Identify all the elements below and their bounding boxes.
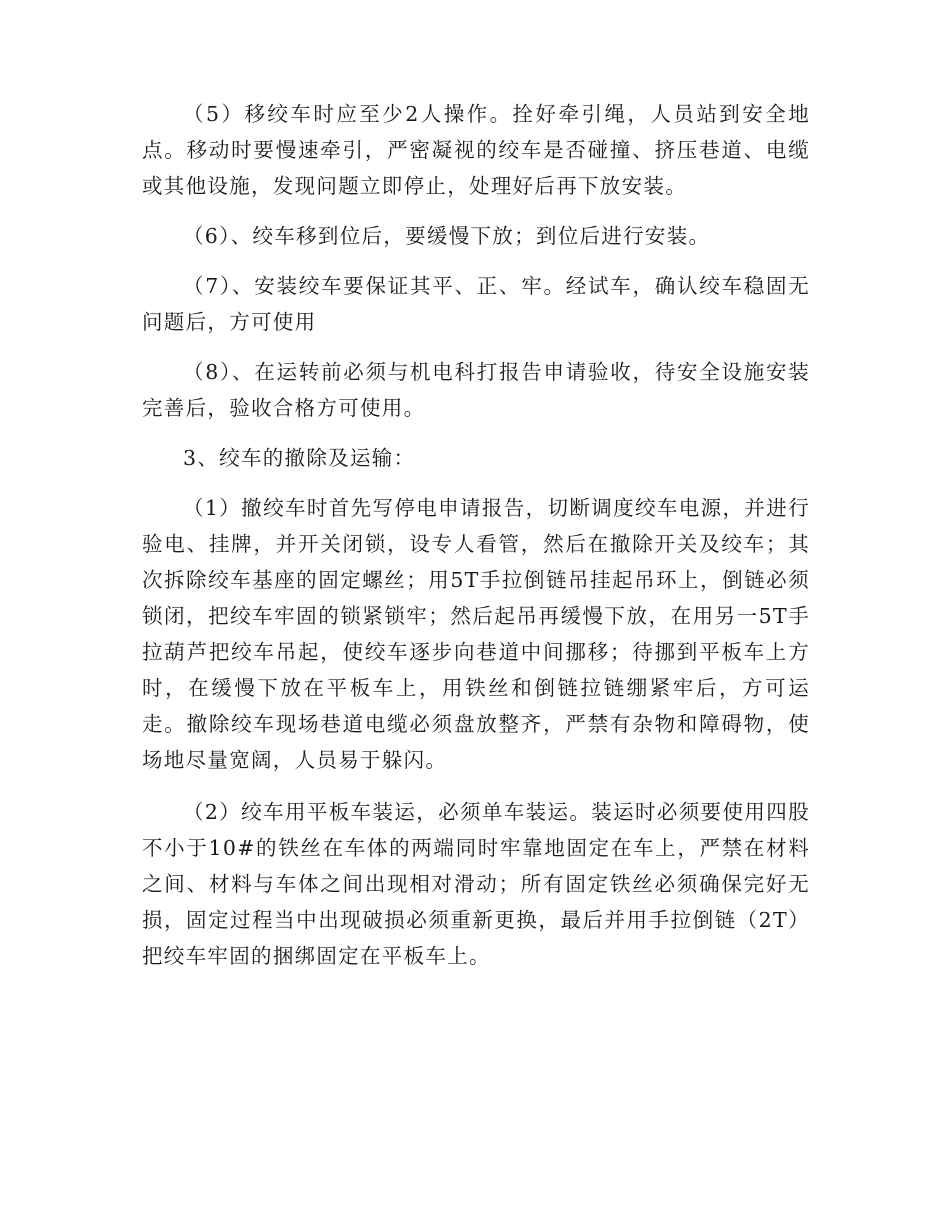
paragraph-step-6: （6）、绞车移到位后，要缓慢下放；到位后进行安装。	[183, 224, 711, 248]
paragraph-step-7: （7）、安装绞车要保证其平、正、牢。经试车，确认绞车稳固无问题后，方可使用	[142, 274, 810, 334]
paragraph-step-5: （5）移绞车时应至少2人操作。拴好牵引绳，人员站到安全地点。移动时要慢速牵引，严密凝视的绞车是否碰撞、挤压巷道、电缆或其他设施，发现问题立即停止，处理好后再下放安装。	[142, 102, 810, 198]
paragraph-step-8: （8）、在运转前必须与机电科打报告申请验收，待安全设施安装完善后，验收合格方可使用。	[142, 360, 810, 420]
section-heading-removal-transport: 3、绞车的撤除及运输：	[183, 446, 416, 470]
paragraph-removal-step-1: （1）撤绞车时首先写停电申请报告，切断调度绞车电源，并进行验电、挂牌，并开关闭锁，设专人看管，然后在撤除开关及绞车；其次拆除绞车基座的固定螺丝；用5T手拉倒链吊挂起吊环上，倒链必须锁闭，把绞车牢固的锁紧锁牢；然后起吊再缓慢下放，在用另一5T手拉葫芦把绞车吊起，使绞车逐步向巷道中间挪移；待挪到平板车上方时，在缓慢下放在平板车上，用铁丝和倒链拉链绷紧牢后，方可运走。撤除绞车现场巷道电缆必须盘放整齐，严禁有杂物和障碍物，使场地尽量宽阔，人员易于躲闪。	[142, 496, 810, 772]
paragraph-removal-step-2: （2）绞车用平板车装运，必须单车装运。装运时必须要使用四股不小于10#的铁丝在车体的两端同时牢靠地固定在车上，严禁在材料之间、材料与车体之间出现相对滑动；所有固定铁丝必须确保完好无损，固定过程当中出现破损必须重新更换，最后并用手拉倒链（2T）把绞车牢固的捆绑固定在平板车上。	[142, 800, 810, 968]
